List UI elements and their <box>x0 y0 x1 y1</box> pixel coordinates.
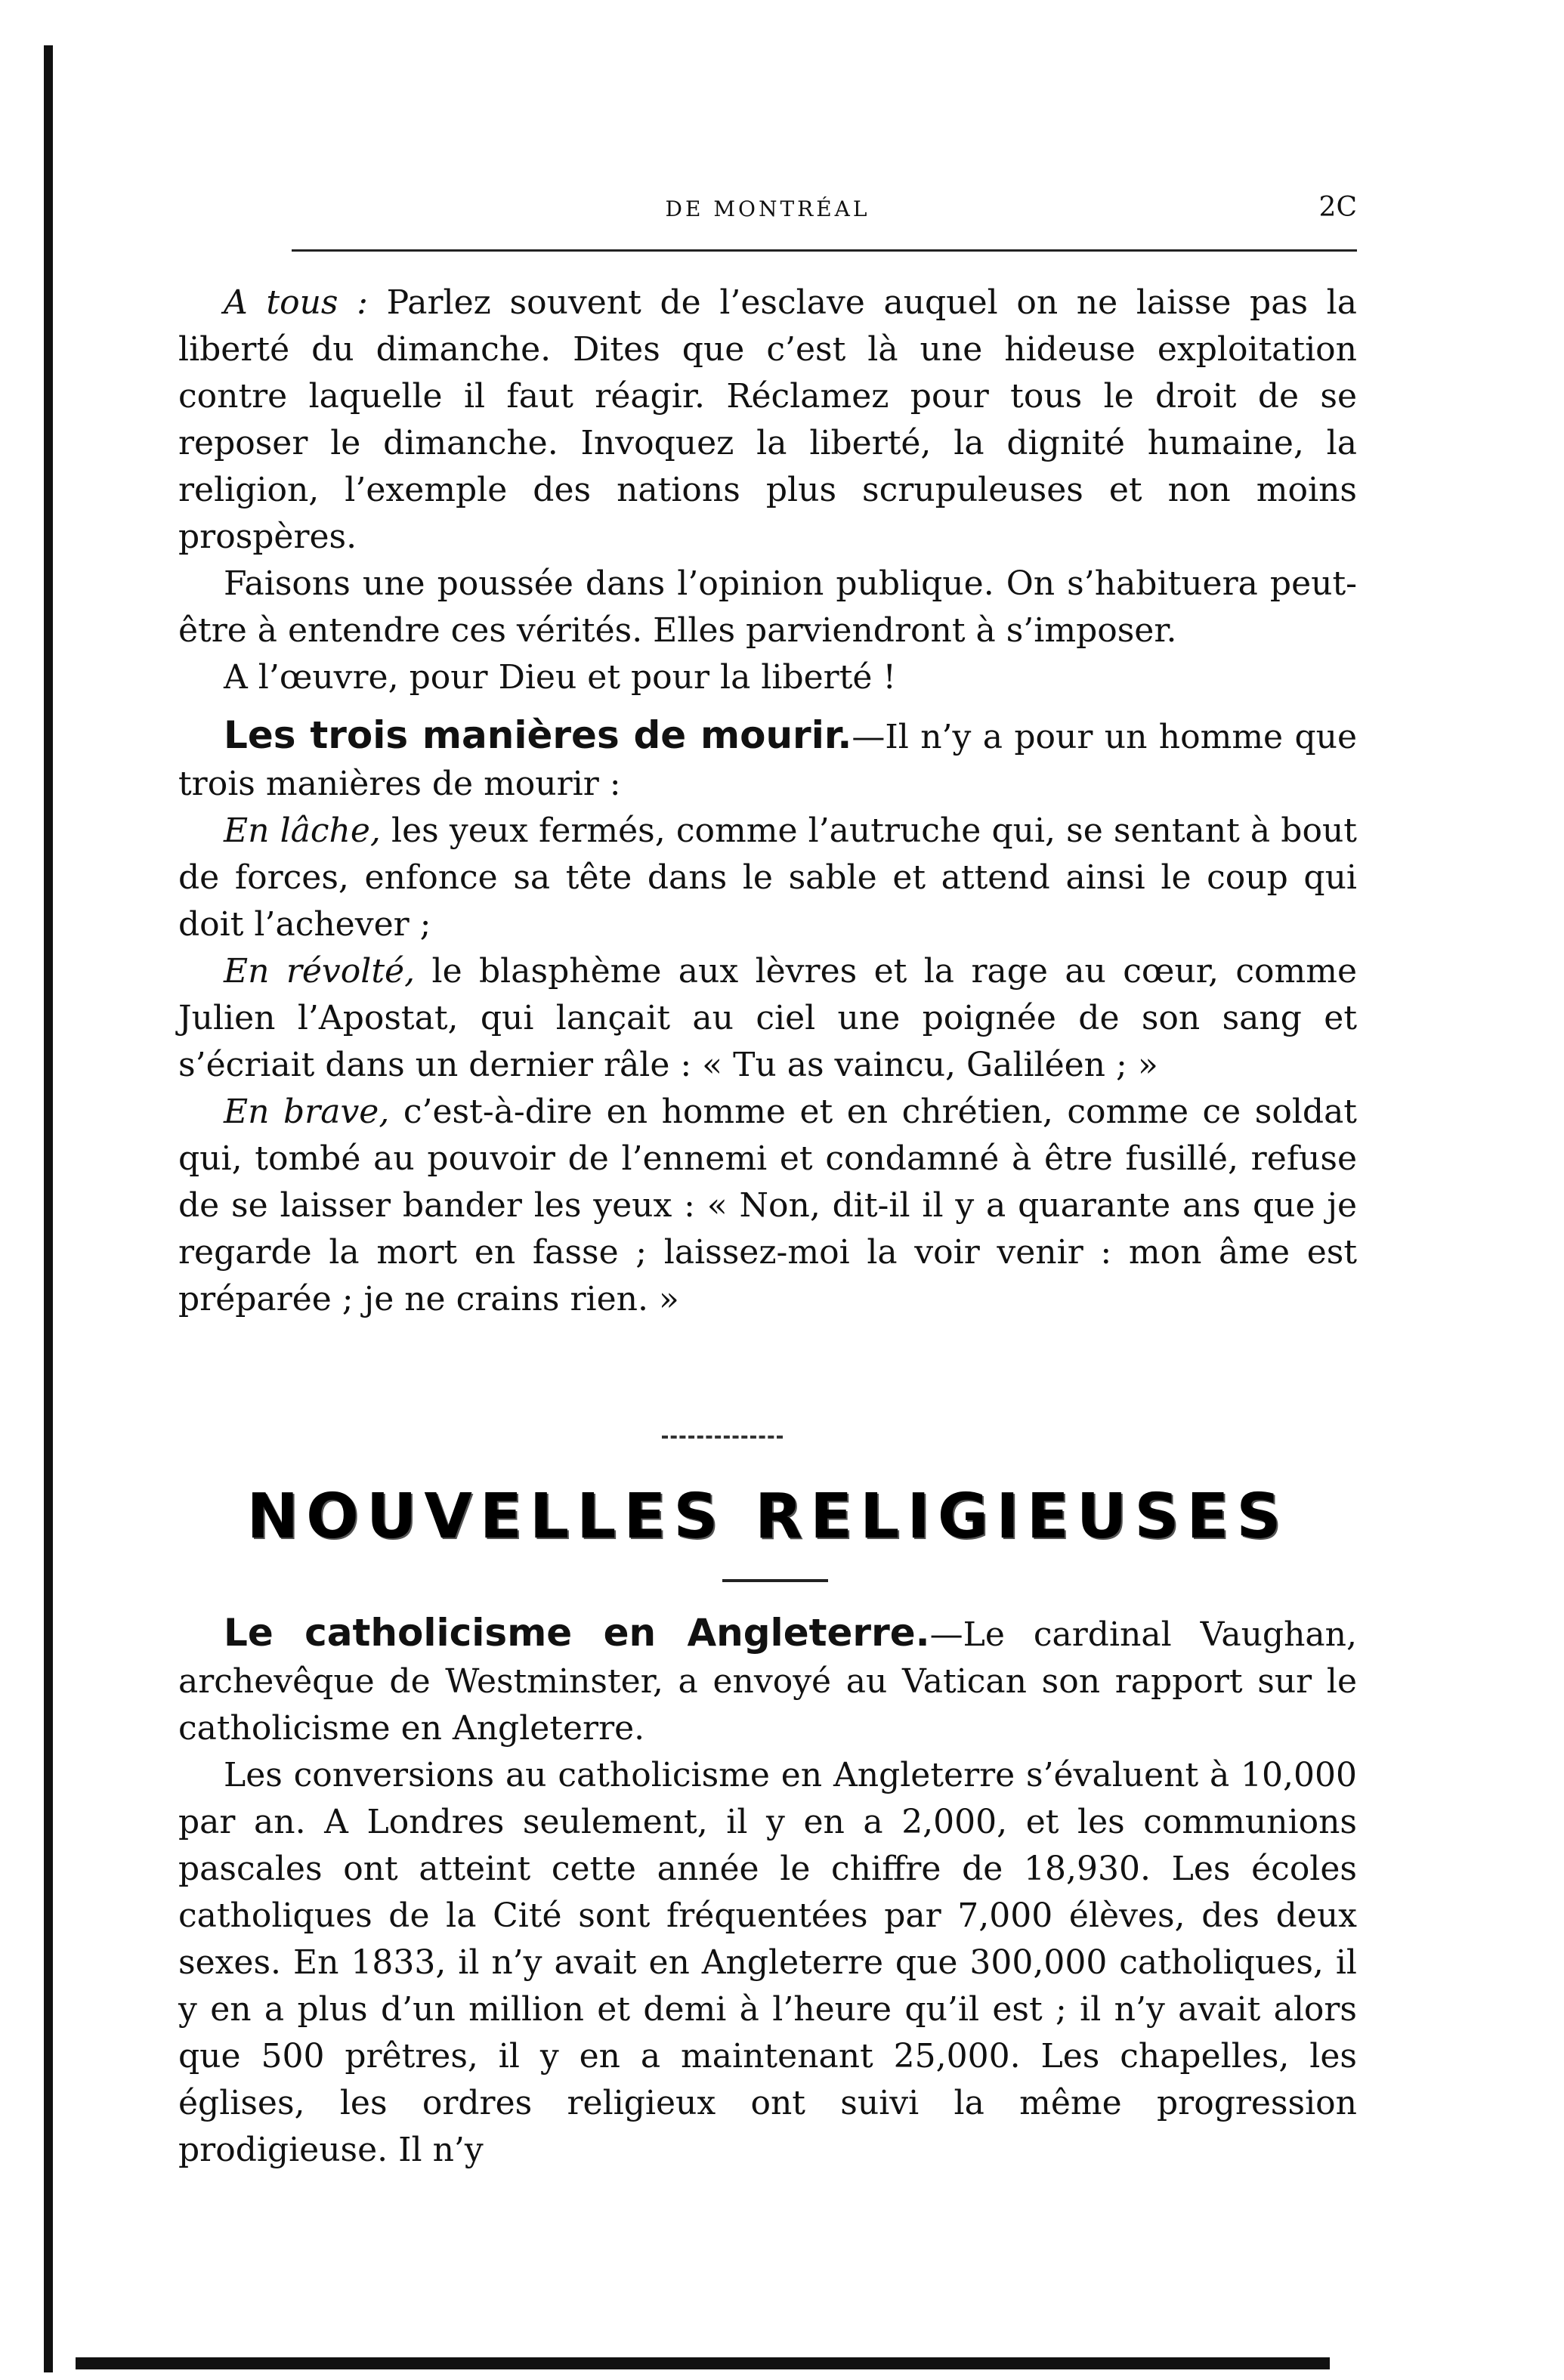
paragraph-a-tous <box>178 280 1357 561</box>
page-header <box>178 181 1357 242</box>
article-sunday-rest <box>178 280 1357 1323</box>
section-banner: NOUVELLES RELIGIEUSES <box>246 1481 1289 1553</box>
paragraph-text: —Le cardinal Vaughan, archevêque de Westminster, a envoyé au Vatican son rapport sur le catholicisme en Angleterre. <box>178 1615 1357 1748</box>
paragraph-conversions: Les conversions au catholicisme en Angleterre s’évaluent à 10,000 par an. A Londres seulement, il y en a 2,000, et les communions pascales ont atteint cette année le chiffre de 18,930. Les écoles catholiques de la Cité sont fréquentées par 7,000 élèves, des deux sexes. En 1833, il n’y avait en Angleterre que 300,000 catholiques, il y en a plus d’un million et demi à l’heure qu’il est ; il n’y avait alors que 500 prêtres, il y en a maintenant 25,000. Les chapelles, les églises, les ordres religieux ont suivi la même progression prodigieuse. Il n’y <box>178 1756 1357 2169</box>
paragraph-a-loeuvre: A l’œuvre, pour Dieu et pour la liberté ! <box>224 658 897 697</box>
paragraph-en-lache <box>178 808 1357 948</box>
paragraph-label: En révolté, <box>224 952 416 991</box>
paragraph-text: c’est-à-dire en homme et en chrétien, comme ce soldat qui, tombé au pouvoir de l’ennemi et condamné à être fusillé, refuse de se laisser bander les yeux : « Non, dit-il il y a quarante ans que je regarde la mort en fasse ; laissez-moi la voir venir : mon âme est préparée ; je ne crains rien. » <box>178 1093 1357 1318</box>
paragraph-text: les yeux fermés, comme l’autruche qui, se sentant à bout de forces, enfonce sa tête dans le sable et attend ainsi le coup qui doit l’achever ; <box>178 811 1357 944</box>
banner-rule <box>722 1579 828 1582</box>
paragraph-vaughan <box>178 1609 1357 1752</box>
paragraph-en-revolte <box>178 948 1357 1089</box>
page-bottom-edge <box>76 2357 1330 2369</box>
article-catholicisme-angleterre <box>178 1609 1357 2174</box>
page-binding-edge <box>44 45 53 2372</box>
paragraph-text: —Il n’y a pour un homme que trois manières de mourir : <box>178 718 1357 803</box>
paragraph-label: En brave, <box>224 1093 390 1131</box>
section-heading: Les trois manières de mourir. <box>224 713 852 757</box>
section-heading: Le catholicisme en Angleterre. <box>224 1611 930 1655</box>
separator-dashes <box>662 1436 783 1442</box>
running-title: DE MONTRÉAL <box>665 196 870 221</box>
page-number: 2C <box>1318 192 1357 223</box>
paragraph-trois-manieres <box>178 712 1357 808</box>
paragraph-text: le blasphème aux lèvres et la rage au cœur, comme Julien l’Apostat, qui lançait au ciel une poignée de son sang et s’écriait dans un dernier râle : « Tu as vaincu, Galiléen ; » <box>178 952 1357 1084</box>
header-rule <box>292 249 1357 252</box>
paragraph-text: Parlez souvent de l’esclave auquel on ne laisse pas la liberté du dimanche. Dites que c’est là une hideuse exploitation contre laquelle il faut réagir. Réclamez pour tous le droit de se reposer le dimanche. Invoquez la liberté, la dignité humaine, la religion, l’exemple des nations plus scrupuleuses et non moins prospères. <box>178 283 1357 556</box>
paragraph-poussee: Faisons une poussée dans l’opinion publique. On s’habituera peut-être à entendre ces vérités. Elles parviendront à s’imposer. <box>178 564 1357 650</box>
document-page <box>178 181 1357 2169</box>
paragraph-label: A tous : <box>224 283 368 322</box>
paragraph-en-brave <box>178 1089 1357 1323</box>
paragraph-label: En lâche, <box>224 811 381 850</box>
